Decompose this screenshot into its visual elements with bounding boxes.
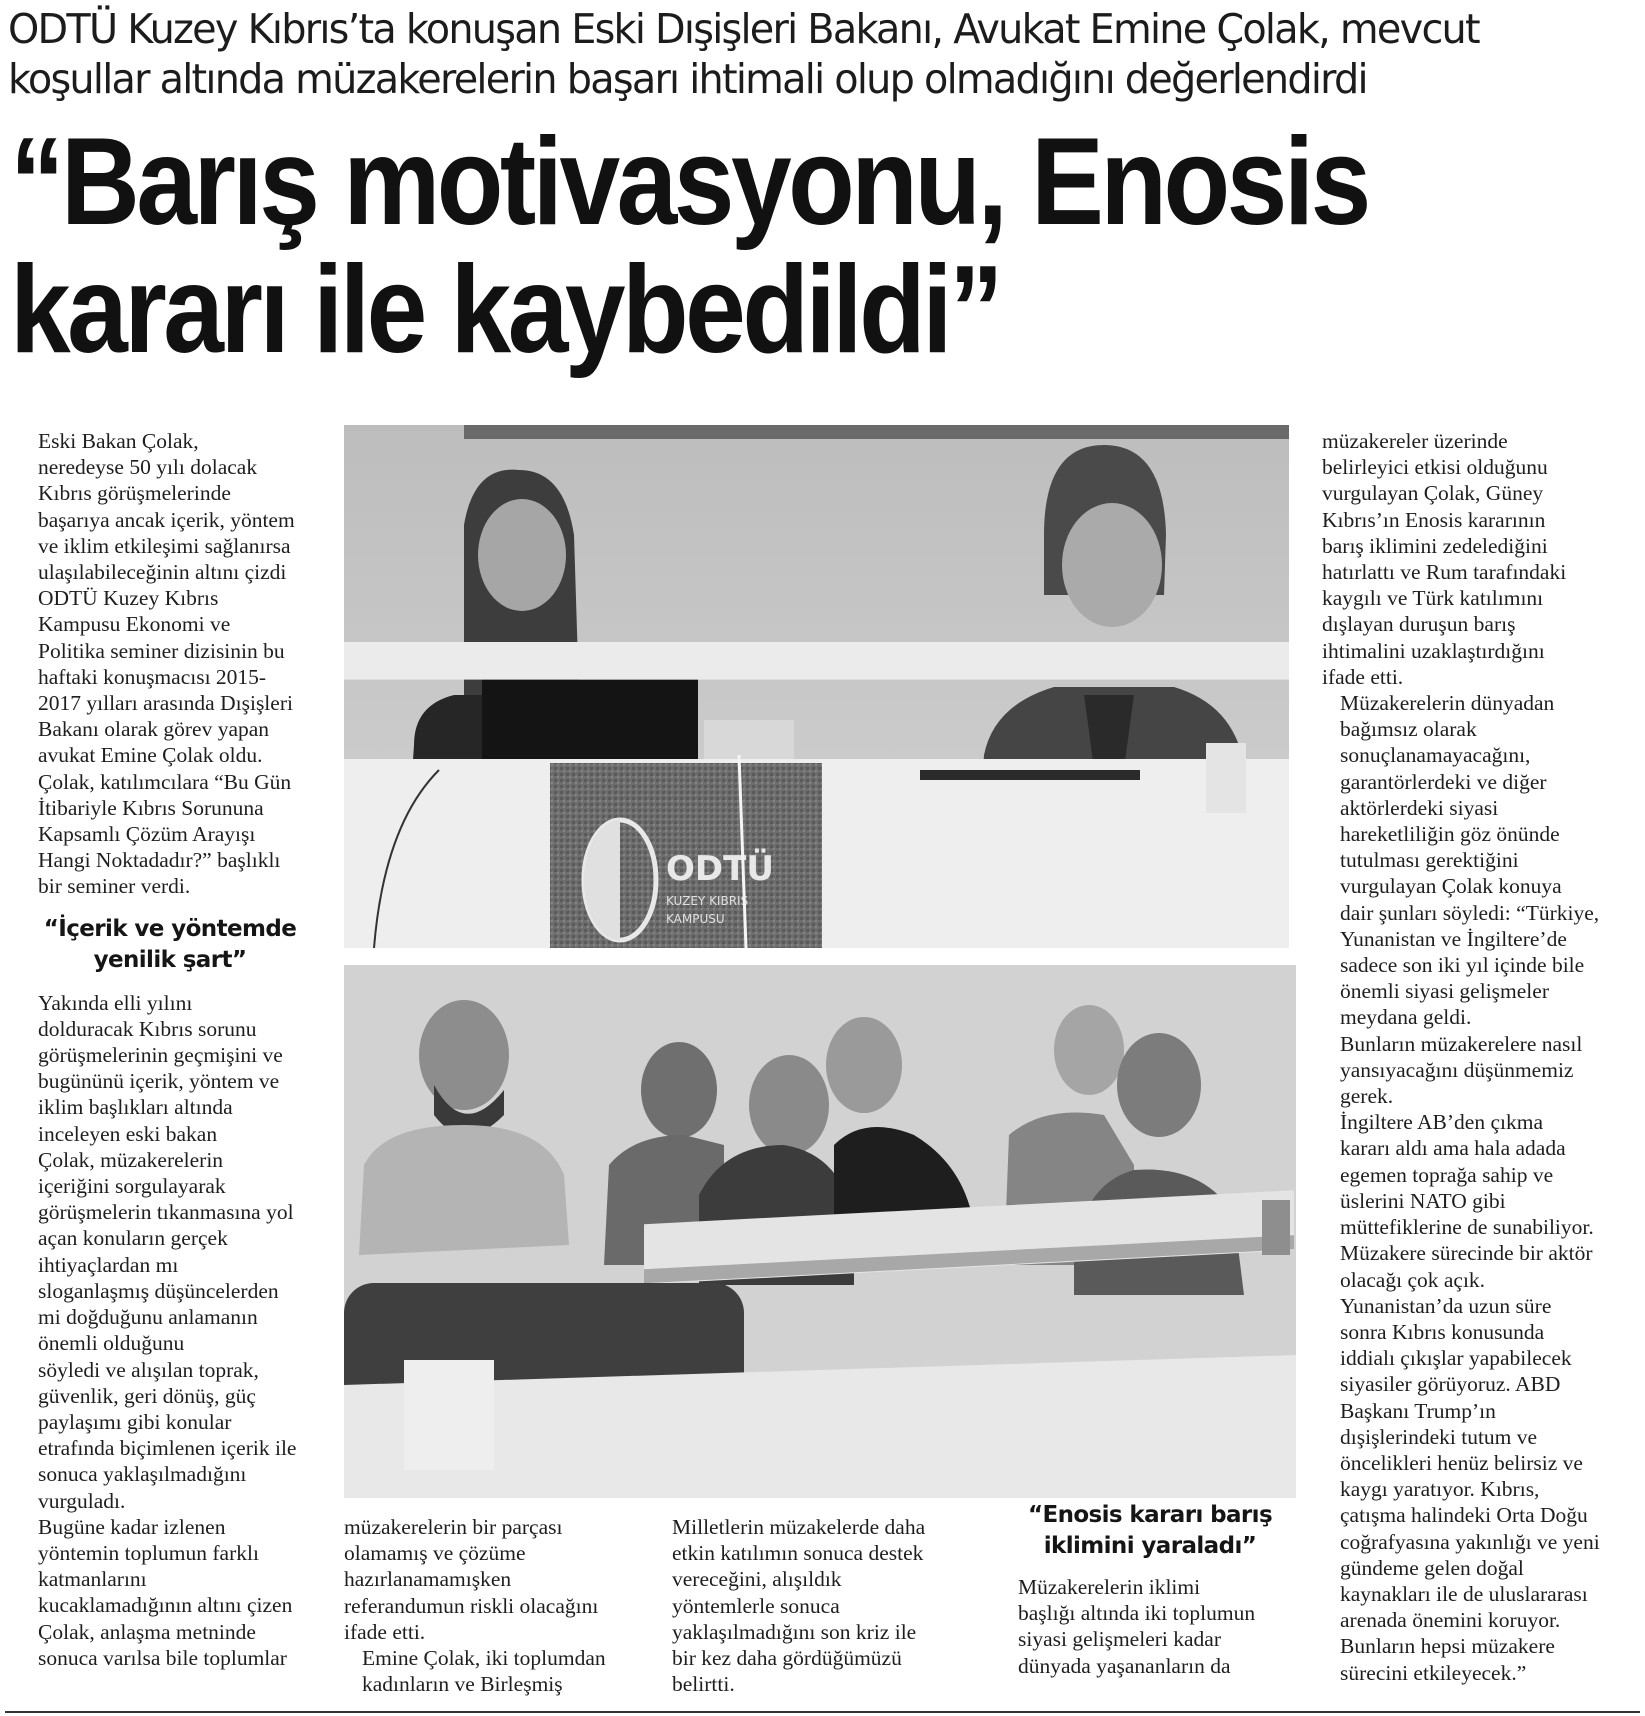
text-line: mi doğduğunu anlamanın [38,1305,258,1330]
text-line: vurgulayan Çolak konuya [1340,874,1562,899]
text-line: ifade etti. [344,1619,426,1644]
text-line: İngiltere AB’den çıkma [1340,1110,1543,1135]
text-line: neredeyse 50 yılı dolacak [38,455,258,480]
notebook [920,770,1140,780]
text-line: hazırlanamamışken [344,1567,512,1592]
text-line: Müzakere sürecinde bir aktör [1340,1241,1593,1266]
text-line: Hangi Noktadadır?” başlıklı [38,848,281,873]
text-line: müttefiklerine de sunabiliyor. [1340,1215,1594,1240]
text-line: aktörlerdeki siyasi [1340,795,1499,820]
banner-logo-text: ODTÜ [666,849,774,889]
text-line: müzakerelerin bir parçası [344,1515,563,1539]
text-line: kaygı yaratıyor. Kıbrıs, [1340,1477,1540,1502]
text-line: Bugüne kadar izlenen [38,1514,226,1539]
text-line: kucaklamadığının altını çizen [38,1593,293,1618]
text-line: Kapsamlı Çözüm Arayışı [38,822,256,847]
kicker-line: ODTÜ Kuzey Kıbrıs’ta konuşan Eski Dışişleri Bakanı, Avukat Emine Çolak, mevcut [8,5,1479,53]
text-line: öncelikleri henüz belirsiz ve [1340,1450,1583,1475]
text-line: hareketliliğin göz önünde [1340,822,1560,847]
text-line: ihtimalini uzaklaştırdığını [1322,638,1545,663]
text-line: inceleyen eski bakan [38,1121,218,1146]
text-line: dünyada yaşananların da [1018,1653,1231,1678]
article-paragraph [1322,690,1637,1031]
text-line: dışlayan duruşun barış [1322,612,1516,637]
text-line: gündeme gelen doğal [1340,1555,1524,1580]
article-subheading [20,914,320,976]
text-line: Yunanistan’da uzun süre [1340,1293,1552,1318]
text-line: sadece son iki yıl içinde bile [1340,953,1585,978]
text-line: üslerini NATO gibi [1340,1188,1506,1213]
coffee-cup [1206,743,1246,813]
article-paragraph [344,1514,644,1645]
text-line: egemen toprağa sahip ve [1340,1162,1554,1187]
text-line: Bunların hepsi müzakere [1340,1634,1555,1659]
text-line: hatırlattı ve Rum tarafındaki [1322,560,1567,585]
coffee-cup [404,1360,494,1470]
text-line: Kıbrıs’ın Enosis kararının [1322,507,1546,532]
text-line: barış iklimini zedelediğini [1322,533,1548,558]
text-line: Yunanistan ve İngiltere’de [1340,926,1567,951]
text-line: Milletlerin müzakelerde daha [672,1515,926,1539]
article-paragraph [1322,1109,1637,1685]
text-line: sonuca yaklaşılmadığını [38,1462,247,1487]
text-line: Emine Çolak, iki toplumdan [362,1646,606,1671]
text-line: başarıya ancak içerik, yöntem [38,507,295,532]
text-line: Yakında elli yılını [38,990,193,1015]
article-paragraph [672,1514,972,1697]
article-paragraph [344,1645,644,1697]
text-line: görüşmelerinin geçmişini ve [38,1043,283,1068]
text-line: ihtiyaçlardan mı [38,1252,179,1277]
text-line: bir kez daha gördüğümüzü [672,1646,902,1671]
text-line: dair şunları söyledi: “Türkiye, [1340,900,1600,925]
text-line: arenada önemini koruyor. [1340,1608,1561,1633]
article-paragraph [20,1514,320,1671]
text-line: söyledi ve alışılan toprak, [38,1357,259,1382]
headline-line: kararı ile kaybedildi” [10,241,1001,379]
text-line: dolduracak Kıbrıs sorunu [38,1016,257,1041]
text-line: olamamış ve çözüme [344,1541,526,1566]
article-paragraph [20,428,320,585]
text-line: Bunların müzakerelere nasıl [1340,1031,1583,1056]
banner-line: KUZEY KIBRIS [666,894,749,908]
text-line: vereceğini, alışıldık [672,1567,842,1592]
banner-line: KAMPUSU [666,912,725,926]
text-line: coğrafyasına yakınlığı ve yeni [1340,1529,1600,1554]
text-line: kaygılı ve Türk katılımını [1322,586,1544,611]
article-column-3 [672,1514,972,1697]
text-line: önemli olduğunu [38,1331,185,1356]
article-paragraph [20,585,320,899]
text-line: Müzakerelerin dünyadan [1340,691,1555,716]
text-line: olacağı çok açık. [1340,1267,1486,1292]
text-line: açan konuların gerçek [38,1226,228,1251]
text-line: yöntemin toplumun farklı [38,1540,259,1565]
text-line: haftaki konuşmacısı 2015- [38,664,267,689]
text-line: Eski Bakan Çolak, [38,429,199,453]
panel-photo [344,425,1289,948]
text-line: sürecini etkileyecek.” [1340,1660,1527,1685]
article-column-2 [344,1514,644,1697]
text-line: iddialı çıkışlar yapabilecek [1340,1346,1572,1371]
text-line: sloganlaşmış düşüncelerden [38,1278,279,1303]
audience-photo [344,965,1296,1498]
article-paragraph [20,990,320,1514]
text-line: İtibariyle Kıbrıs Sorununa [38,795,264,820]
article-kicker [8,4,1589,104]
text-line: vurgulayan Çolak, Güney [1322,481,1544,506]
article-subheading [1000,1500,1300,1562]
article-paragraph [1322,1031,1637,1110]
text-line: sonuca varılsa bile toplumlar [38,1645,287,1670]
text-line: Politika seminer dizisinin bu [38,638,285,663]
text-line: müzakereler üzerinde [1322,429,1508,453]
article-column-1 [20,428,320,1671]
text-line: Çolak, katılımcılara “Bu Gün [38,769,292,794]
text-line: vurguladı. [38,1488,126,1513]
text-line: kaynakları ile de uluslararası [1340,1581,1588,1606]
subheading-line: “Enosis kararı barış [1027,1502,1273,1528]
text-line: Kıbrıs görüşmelerinde [38,481,231,506]
text-line: çatışma halindeki Orta Doğu [1340,1503,1588,1528]
text-line: katmanlarını [38,1567,147,1592]
text-line: avukat Emine Çolak oldu. [38,743,263,768]
text-line: yansıyacağını düşünmemiz [1340,1057,1574,1082]
text-line: belirleyici etkisi olduğunu [1322,455,1548,480]
coffee-cup [1262,1200,1290,1255]
text-line: referandumun riskli olacağını [344,1593,599,1618]
text-line: ve iklim etkileşimi sağlanırsa [38,533,291,558]
text-line: önemli siyasi gelişmeler [1340,979,1549,1004]
subheading-line: yenilik şart” [93,946,247,973]
article-column-4 [1000,1500,1300,1679]
text-line: ODTÜ Kuzey Kıbrıs [38,586,219,611]
text-line: yöntemlerle sonuca [672,1593,840,1618]
text-line: Kampusu Ekonomi ve [38,612,231,637]
text-line: Başkanı Trump’ın [1340,1398,1496,1423]
text-line: kararı aldı ama hala adada [1340,1136,1566,1161]
text-line: ulaşılabileceğinin altını çizdi [38,560,287,585]
text-line: ifade etti. [1322,664,1404,689]
text-line: gerek. [1340,1084,1394,1109]
text-line: belirtti. [672,1672,735,1697]
text-line: görüşmelerin tıkanmasına yol [38,1200,294,1225]
screen-edge [464,425,1289,439]
text-line: Çolak, müzakerelerin [38,1147,224,1172]
text-line: Çolak, anlaşma metninde [38,1619,256,1644]
text-line: iklim başlıkları altında [38,1095,233,1120]
subheading-line: iklimini yaraladı” [1043,1533,1257,1559]
text-line: tutulması gerektiğini [1340,848,1519,873]
kicker-line: koşullar altında müzakerelerin başarı ihtimali olup olmadığını değerlendirdi [8,55,1367,103]
text-line: başlığı altında iki toplumun [1018,1601,1256,1626]
text-line: kadınların ve Birleşmiş [362,1672,563,1697]
audience-photo-image [344,965,1296,1498]
text-line: garantörlerdeki ve diğer [1340,769,1547,794]
bottom-rule [5,1711,1640,1713]
subheading-line: “İçerik ve yöntemde [43,915,297,942]
text-line: etrafında biçimlenen içerik ile [38,1436,297,1461]
text-line: 2017 yılları arasında Dışişleri [38,691,293,716]
text-line: paylaşımı gibi konular [38,1409,232,1434]
text-line: bağımsız olarak [1340,717,1477,742]
text-line: sonuçlanamayacağını, [1340,743,1531,768]
text-line: Müzakerelerin iklimi [1018,1575,1201,1599]
text-line: güvenlik, geri dönüş, güç [38,1383,256,1408]
text-line: içeriğini sorgulayarak [38,1174,226,1199]
text-line: dışişlerindeki tutum ve [1340,1424,1538,1449]
text-line: siyasiler görüyoruz. ABD [1340,1372,1561,1397]
text-line: etkin katılımın sonuca destek [672,1541,924,1566]
text-line: siyasi gelişmeleri kadar [1018,1627,1221,1652]
article-column-right [1322,428,1637,1686]
text-line: bugününü içerik, yöntem ve [38,1069,280,1094]
article-paragraph [1000,1574,1300,1679]
text-line: yaklaşılmadığını son kriz ile [672,1619,917,1644]
article-headline [10,113,1453,379]
text-line: bir seminer verdi. [38,874,191,899]
text-line: sonra Kıbrıs konusunda [1340,1319,1545,1344]
headline-line: “Barış motivasyonu, Enosis [10,113,1368,251]
text-line: Bakanı olarak görev yapan [38,717,270,742]
panel-photo-image [344,425,1289,948]
text-line: meydana geldi. [1340,1005,1472,1030]
article-paragraph [1322,428,1637,690]
